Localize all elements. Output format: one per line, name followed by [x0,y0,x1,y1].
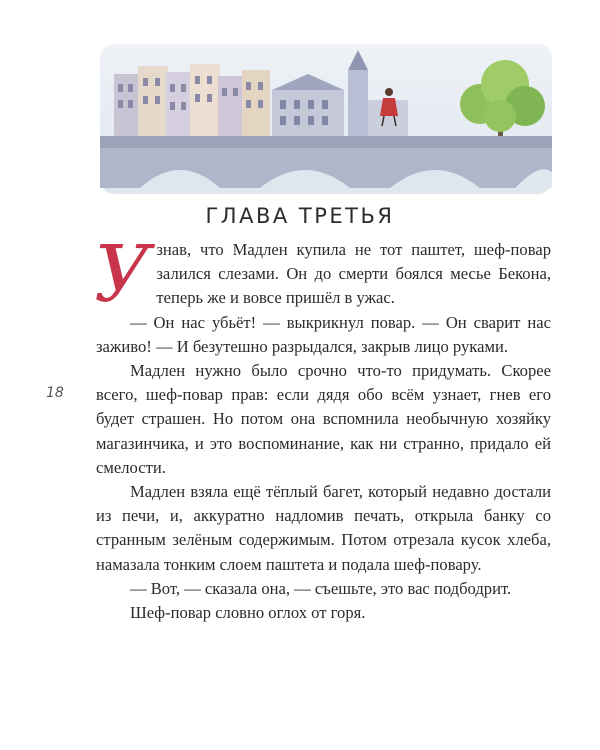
paragraph: Шеф-повар словно оглох от горя. [130,603,366,623]
drop-cap: У [94,230,151,320]
bridge-illustration [100,44,552,194]
paragraph: — Он нас убьёт! — выкрикнул повар. — Он сварит нас заживо! — И безутешно разрыдался, закрыв лицо руками. [96,312,551,356]
paragraph: Мадлен нужно было срочно что-то придумать. Скорее всего, шеф-повар прав: если дядя обо всём узнает, гнев его будет страшен. Но потом она вспомнила необычную хозяйку магазинчика, и это воспоминание, как ни странно, придало ей смелости. [96,361,551,477]
stone-bridge [100,136,552,188]
chapter-title: ГЛАВА ТРЕТЬЯ [205,204,395,228]
page-number: 18 [46,385,64,401]
houses [114,64,270,142]
paragraph: Мадлен взяла ещё тёплый багет, который недавно достали из печи, и, аккуратно надломив печать, открыла банку со странным зелёным содержимым. Потом отрезала кусок хлеба, намазала тонким слоем паштета и подала шеф-повару. [96,482,551,574]
paragraph: — Вот, — сказала она, — съешьте, это вас подбодрит. [130,578,512,598]
body-text [94,230,551,625]
paragraph: Узнав, что Мадлен купила не тот паштет, шеф-повар залился слезами. Он до смерти боялся месье Бекона, теперь же и вовсе пришёл в ужас. [94,230,551,320]
